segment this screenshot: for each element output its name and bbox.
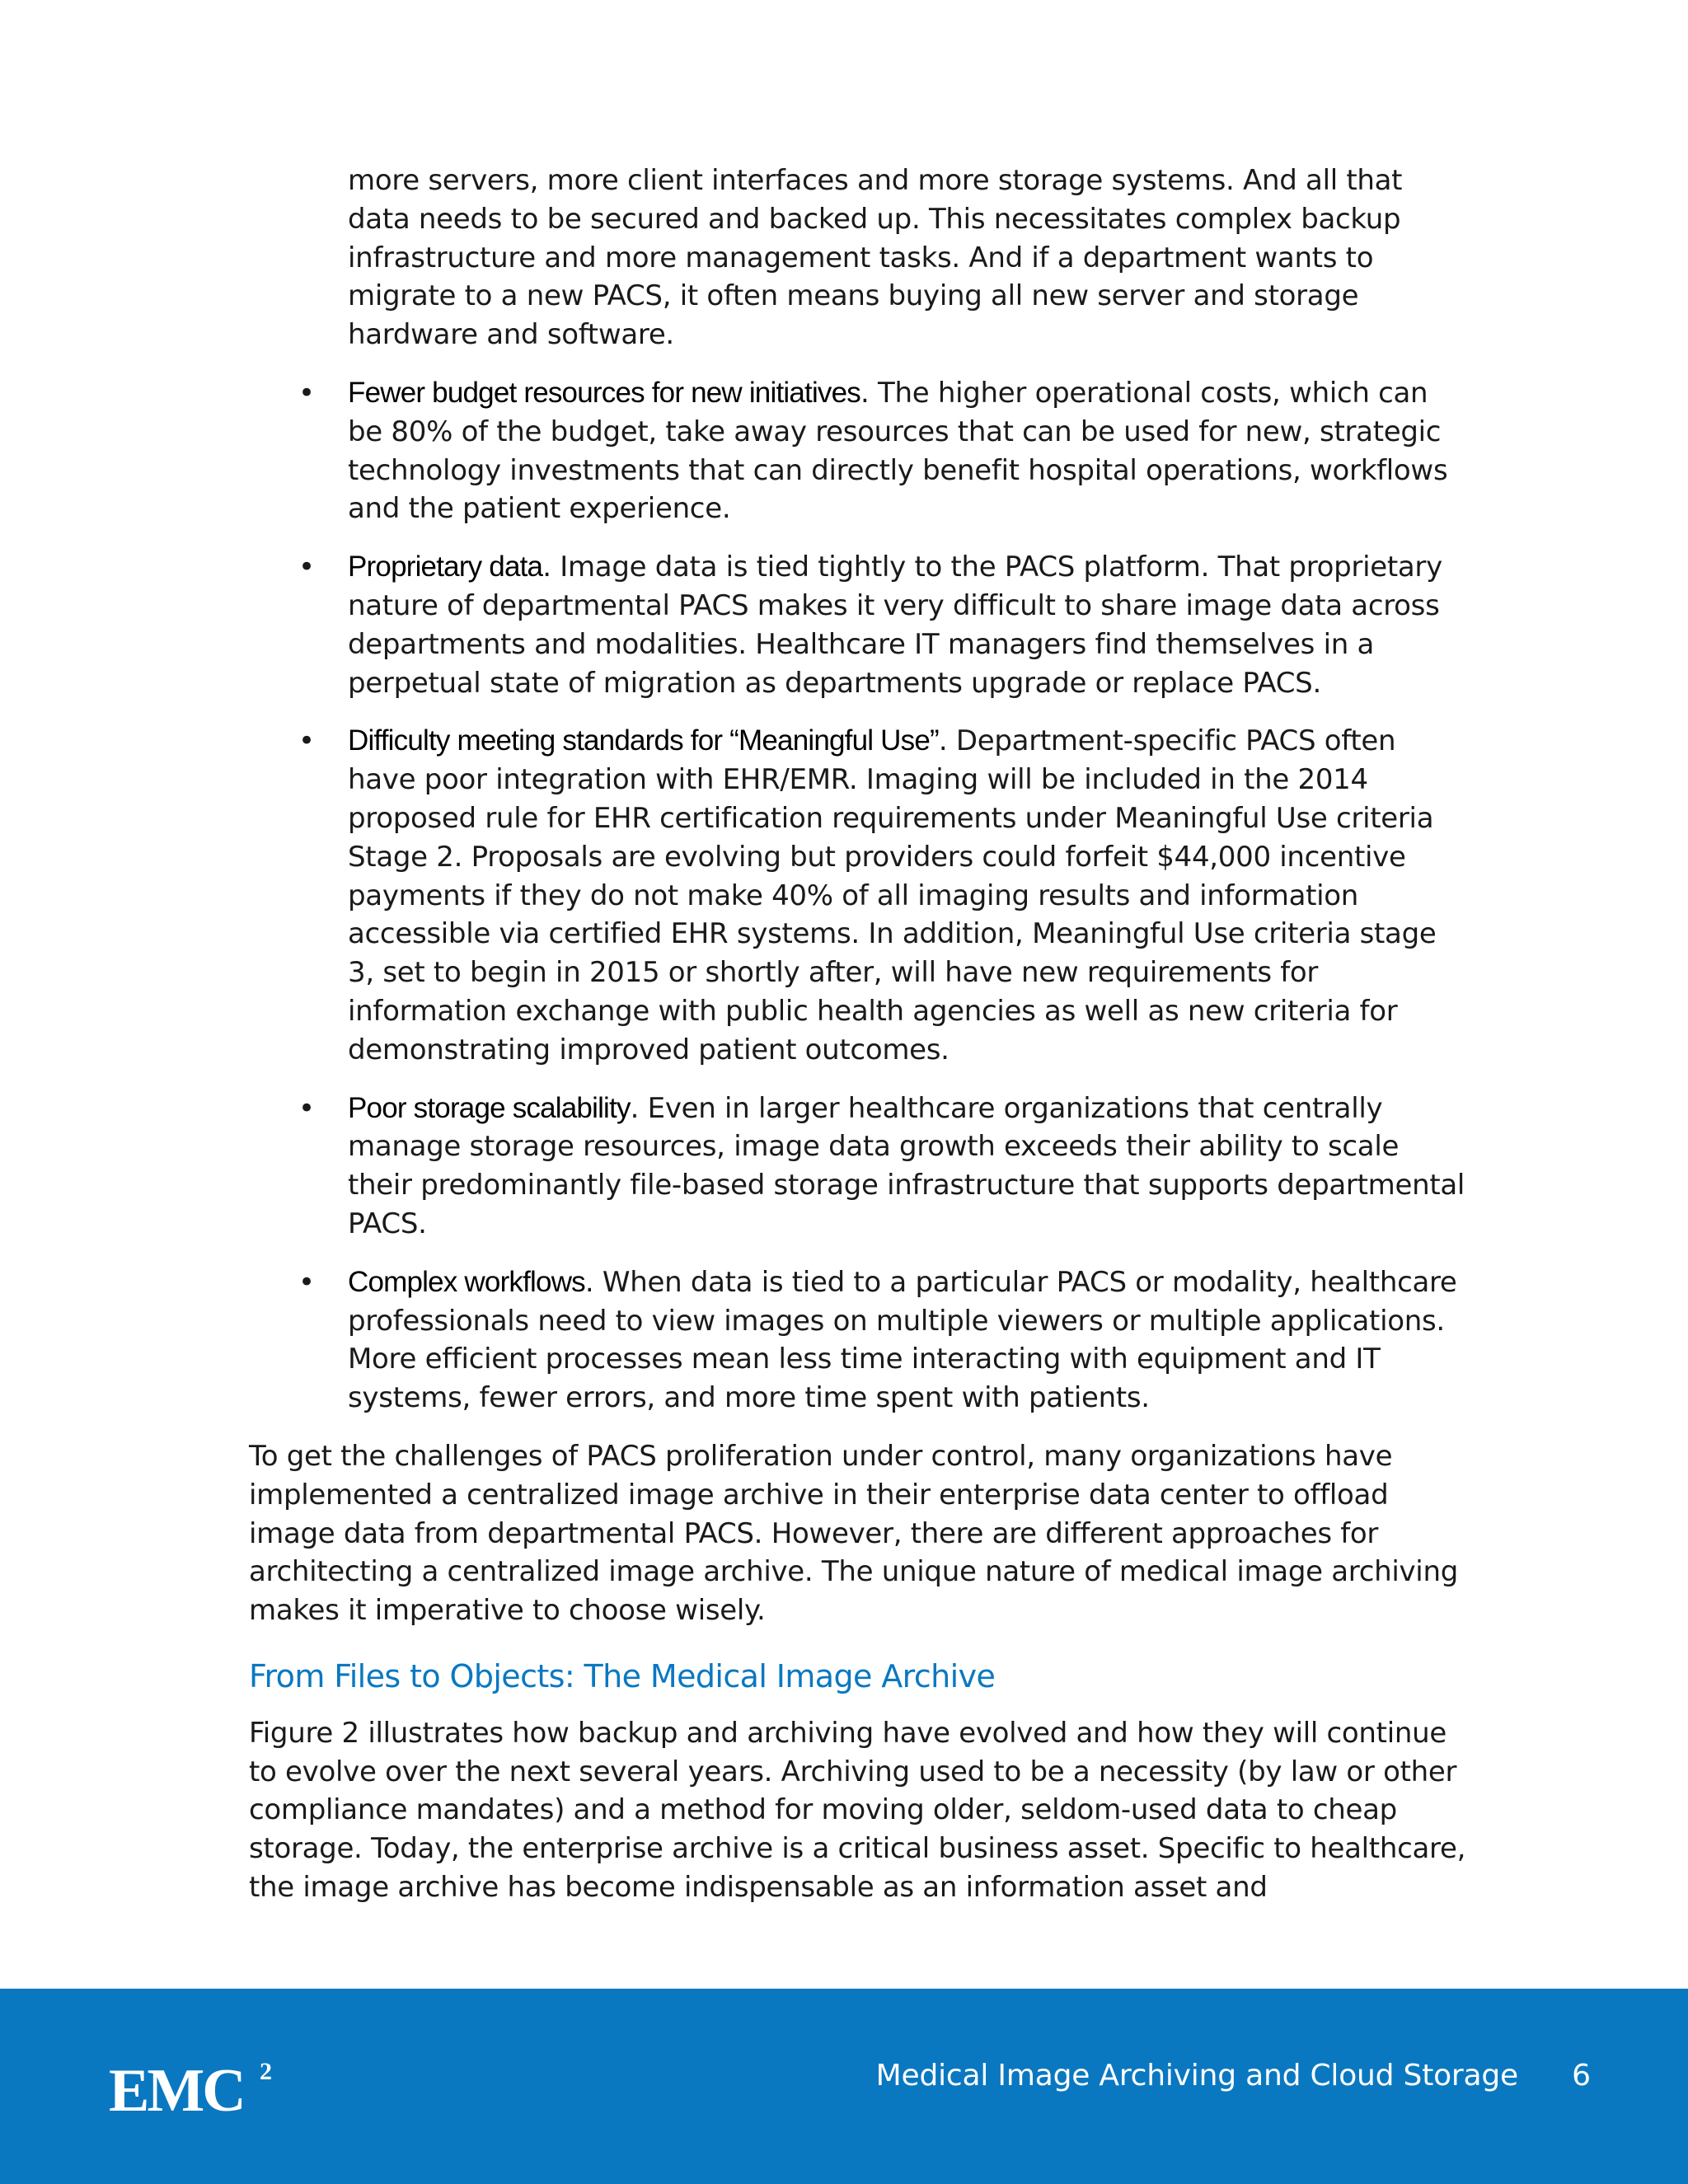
challenge-list — [249, 374, 1469, 1418]
logo-superscript: 2 — [260, 2058, 272, 2085]
section-heading: From Files to Objects: The Medical Image Archive — [249, 1657, 996, 1694]
bullet-text: . Even in larger healthcare organizations that centrally manage storage resources, image data growth exceeds their ability to scale their predominantly file-based storage infrastructure that supports departmental PACS. — [348, 1091, 1465, 1240]
list-item — [249, 722, 1469, 1069]
bullet-lead: Poor storage scalability — [348, 1091, 631, 1124]
page-footer — [0, 1989, 1688, 2184]
bullet-icon: • — [298, 551, 315, 584]
bullet-icon: • — [298, 1265, 315, 1299]
bullet-lead: Difficulty meeting standards for “Meaningful Use” — [348, 724, 939, 757]
bullet-lead: Proprietary data — [348, 551, 543, 583]
bullet-text: . Image data is tied tightly to the PACS platform. That proprietary nature of departmental PACS makes it very difficult to share image data across departments and modalities. Healthcare IT managers find themselves in a perpetual state of migration as departments upgrade or replace PACS. — [348, 551, 1442, 700]
bullet-icon: • — [298, 724, 315, 758]
document-body — [249, 162, 1469, 1932]
list-item — [249, 548, 1469, 702]
bullet-icon: • — [298, 1091, 315, 1125]
page-number: 6 — [1572, 2059, 1591, 2093]
bullet-text: . Department-specific PACS often have poor integration with EHR/EMR. Imaging will be included in the 2014 proposed rule for EHR certification requirements under Meaningful Use criteria Stage 2. Proposals are evolving but providers could forfeit $44,000 incentive payments if they do not make 40% of all imaging results and information accessible via certified EHR systems. In addition, Meaningful Use criteria stage 3, set to begin in 2015 or shortly after, will have new requirements for information exchange with public health agencies as well as new criteria for demonstrating improved patient outcomes. — [348, 724, 1437, 1066]
bullet-lead: Fewer budget resources for new initiatives — [348, 376, 860, 409]
list-item — [249, 1090, 1469, 1244]
bullet-icon: • — [298, 376, 315, 410]
body-paragraph: Figure 2 illustrates how backup and archiving have evolved and how they will continue to evolve over the next several years. Archiving used to be a necessity (by law or other compliance mandates) and a method for moving older, seldom-used data to cheap storage. Today, the enterprise archive is a critical business asset. Specific to healthcare, the image archive has become indispensable as an information asset and — [249, 1716, 1466, 1905]
bullet-text: . The higher operational costs, which can be 80% of the budget, take away resources that can be used for new, strategic technology investments that can directly benefit hospital operations, workflows and the patient experience. — [348, 376, 1448, 526]
footer-title: Medical Image Archiving and Cloud Storage — [875, 2059, 1518, 2093]
emc-logo — [109, 2053, 282, 2119]
list-item — [249, 374, 1469, 528]
bullet-lead: Complex workflows — [348, 1265, 585, 1298]
list-item — [249, 1263, 1469, 1418]
intro-continuation: more servers, more client interfaces and more storage systems. And all that data needs to be secured and backed up. This necessitates complex backup infrastructure and more management tasks. And if a department wants to migrate to a new PACS, it often means buying all new server and storage hardware and software. — [348, 164, 1403, 352]
body-paragraph: To get the challenges of PACS proliferation under control, many organizations have implemented a centralized image archive in their enterprise data center to offload image data from departmental PACS. However, there are different approaches for architecting a centralized image archive. The unique nature of medical image archiving makes it imperative to choose wisely. — [249, 1439, 1458, 1628]
bullet-text: . When data is tied to a particular PACS or modality, healthcare professionals need to view images on multiple viewers or multiple applications. More efficient processes mean less time interacting with equipment and IT systems, fewer errors, and more time spent with patients. — [348, 1265, 1457, 1415]
logo-text: EMC — [109, 2057, 244, 2119]
